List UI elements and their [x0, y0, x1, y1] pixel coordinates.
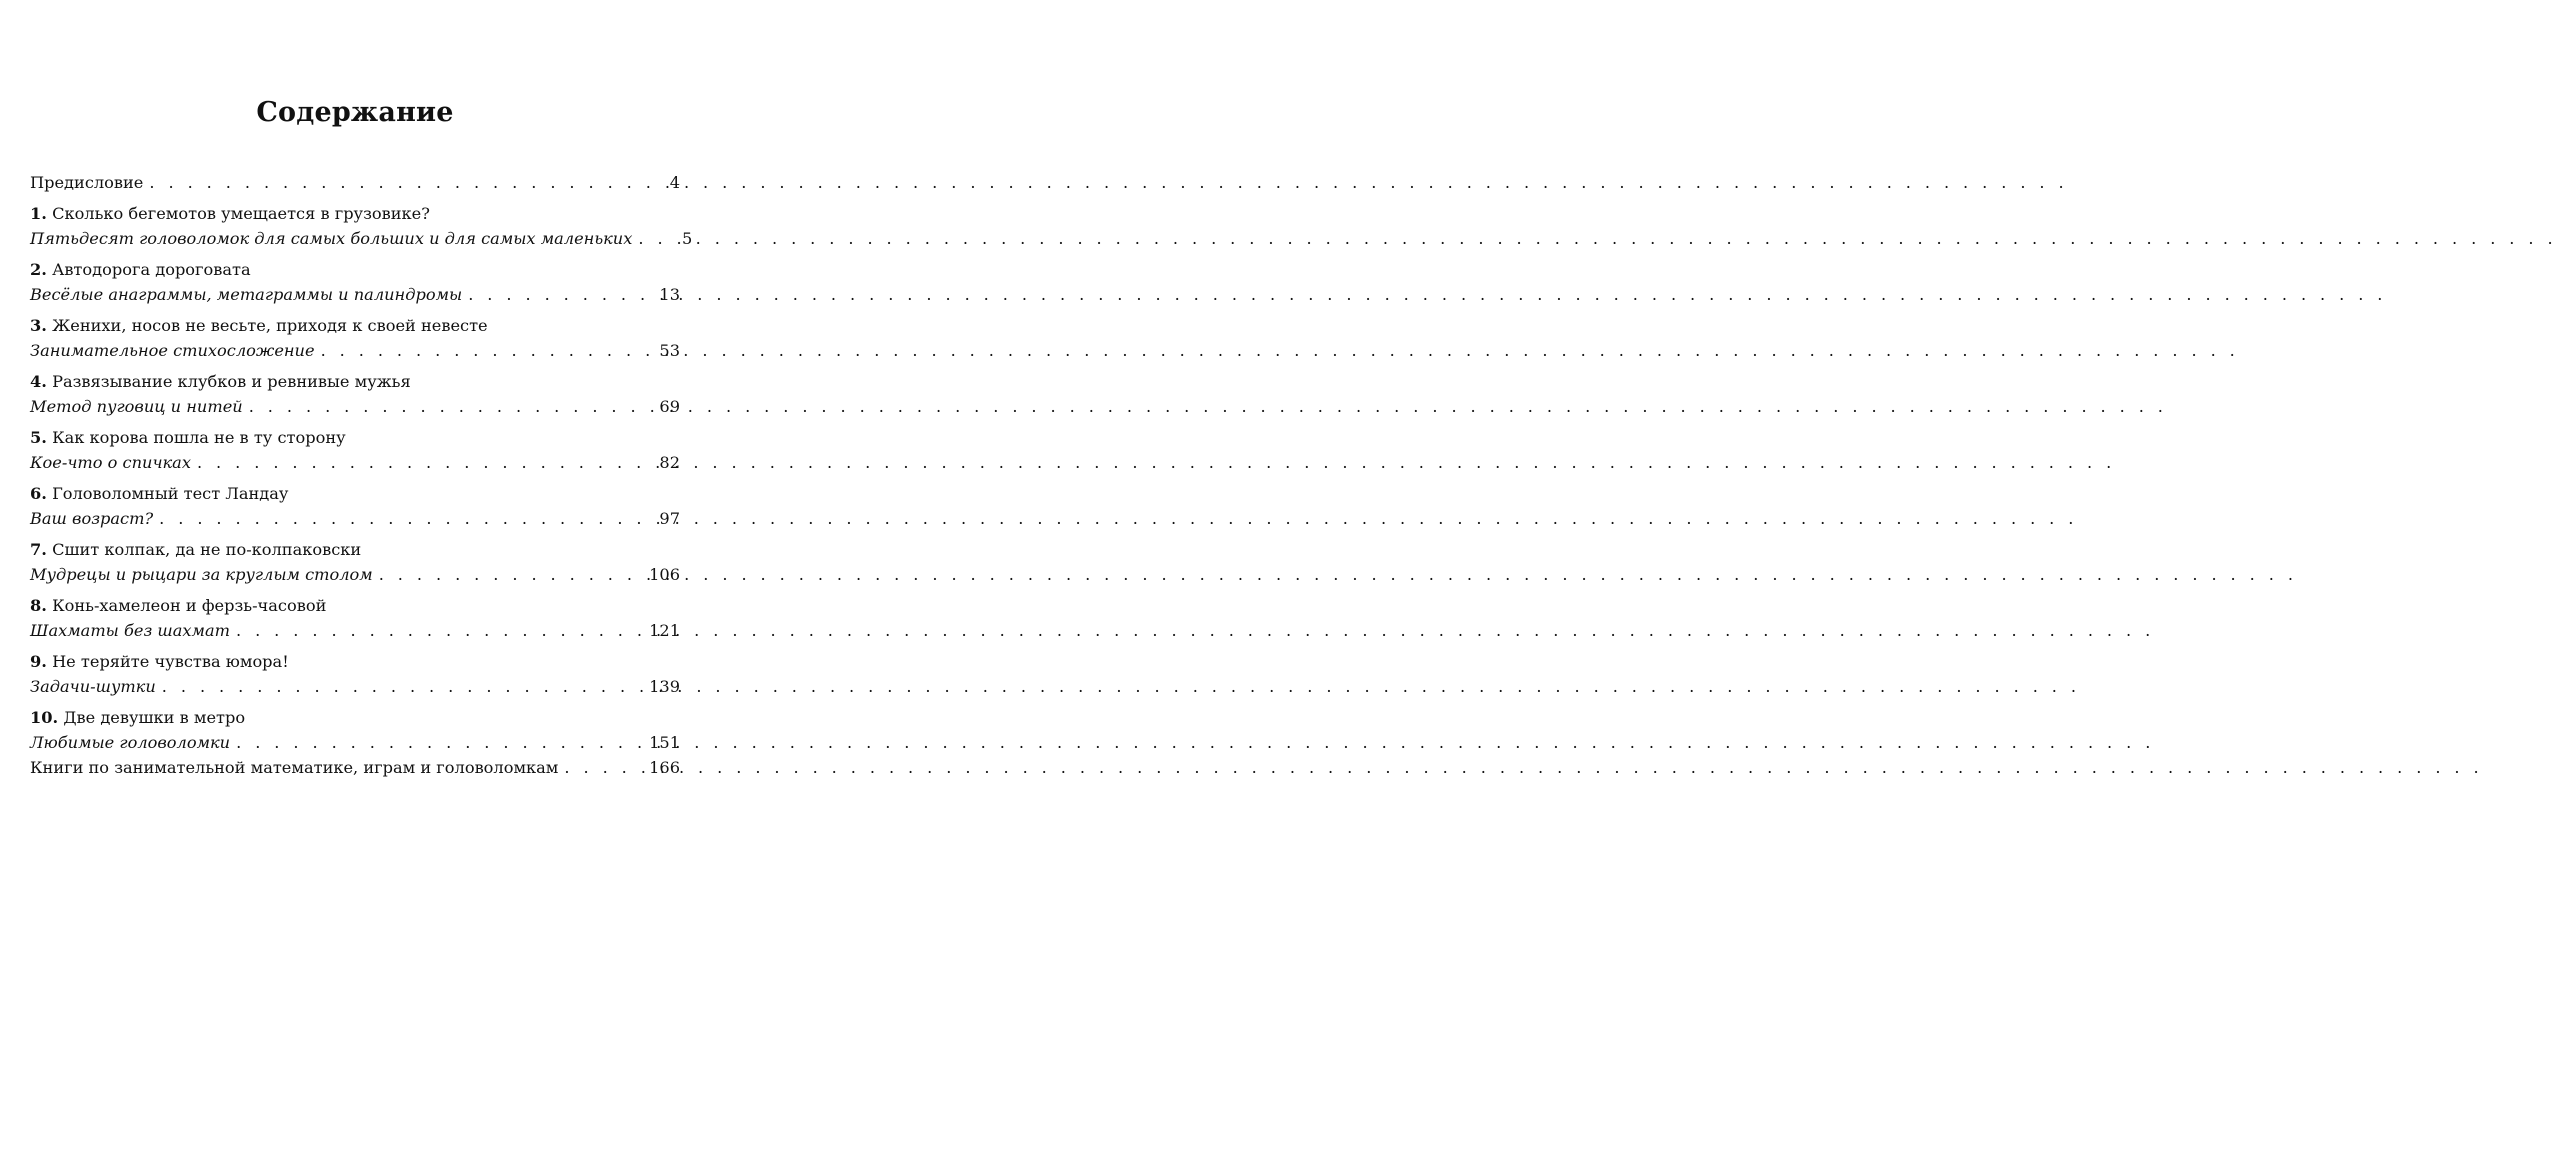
- toc-chapter-subtitle-line: [30, 282, 680, 307]
- toc-page-number: 106: [649, 565, 680, 584]
- toc-page-number: 4: [669, 173, 680, 192]
- chapter-title: Автодорога дороговата: [52, 260, 251, 279]
- toc-page-number: 53: [659, 341, 680, 360]
- toc-chapter: [30, 313, 680, 363]
- toc-chapter-title-line: [30, 257, 680, 282]
- toc-chapter: [30, 537, 680, 587]
- toc-entry-bibliography: [30, 755, 680, 780]
- chapter-subtitle: Шахматы без шахмат: [30, 621, 230, 640]
- dot-leader: [468, 282, 638, 307]
- toc-chapter-subtitle-line: [30, 506, 680, 531]
- dot-leader: [249, 394, 638, 419]
- toc-chapter-title-line: [30, 537, 680, 562]
- chapter-subtitle: Задачи-шутки: [30, 677, 156, 696]
- toc-chapter: [30, 481, 680, 531]
- chapter-title: Головоломный тест Ландау: [52, 484, 289, 503]
- toc-page-number: 166: [649, 758, 680, 777]
- toc-chapter-title-line: [30, 369, 680, 394]
- toc-page-number: 97: [659, 509, 680, 528]
- toc-chapter: [30, 257, 680, 307]
- toc-page-number: 121: [649, 621, 680, 640]
- toc-chapter: [30, 201, 693, 251]
- chapter-subtitle: Кое-что о спичках: [30, 453, 191, 472]
- toc-chapter-title-line: [30, 593, 680, 618]
- chapter-title: Конь-хамелеон и ферзь-часовой: [52, 596, 327, 615]
- dot-leader: [159, 506, 638, 531]
- toc-chapter-subtitle-line: [30, 226, 693, 251]
- chapter-number: 10.: [30, 708, 59, 727]
- toc-chapter-title-line: [30, 201, 680, 226]
- toc-chapter-title-line: [30, 705, 680, 730]
- chapter-subtitle: Мудрецы и рыцари за круглым столом: [30, 565, 373, 584]
- toc-chapter: [30, 369, 680, 419]
- chapter-subtitle: Занимательное стихосложение: [30, 341, 315, 360]
- document-page: [0, 0, 727, 1152]
- dot-leader: [162, 674, 638, 699]
- toc-chapter-subtitle-line: [30, 450, 680, 475]
- toc-chapter: [30, 649, 680, 699]
- dot-leader: [197, 450, 638, 475]
- chapter-subtitle: Пятьдесят головоломок для самых больших и для самых маленьких: [30, 229, 633, 248]
- chapter-number: 9.: [30, 652, 47, 671]
- chapter-subtitle: Ваш возраст?: [30, 509, 154, 528]
- toc-chapter-title-line: [30, 313, 680, 338]
- chapter-number: 4.: [30, 372, 47, 391]
- toc-page-number: 69: [659, 397, 680, 416]
- toc-chapter: [30, 705, 680, 755]
- toc-page-number: 5: [682, 229, 693, 248]
- toc-chapter-subtitle-line: [30, 730, 680, 755]
- chapter-title: Не теряйте чувства юмора!: [52, 652, 289, 671]
- dot-leader: [638, 226, 650, 251]
- toc-page-number: 13: [659, 285, 680, 304]
- chapter-number: 5.: [30, 428, 47, 447]
- dot-leader: [379, 562, 638, 587]
- chapter-number: 3.: [30, 316, 47, 335]
- dot-leader: [321, 338, 638, 363]
- dot-leader: [564, 755, 638, 780]
- toc-chapter-title-line: [30, 649, 680, 674]
- toc-entry-label: Предисловие: [30, 173, 144, 192]
- chapter-title: Развязывание клубков и ревнивые мужья: [52, 372, 411, 391]
- toc-chapter: [30, 593, 680, 643]
- chapter-title: Сколько бегемотов умещается в грузовике?: [52, 204, 430, 223]
- toc-page-number: 82: [659, 453, 680, 472]
- chapter-number: 6.: [30, 484, 47, 503]
- toc-chapter-subtitle-line: [30, 674, 680, 699]
- toc-chapter-subtitle-line: [30, 394, 680, 419]
- chapter-title: Сшит колпак, да не по-колпаковски: [52, 540, 362, 559]
- chapter-title: Как корова пошла не в ту сторону: [52, 428, 346, 447]
- table-of-contents: [30, 170, 693, 780]
- dot-leader: [236, 618, 638, 643]
- toc-page-number: 151: [649, 733, 680, 752]
- dot-leader: [149, 170, 638, 195]
- chapter-number: 7.: [30, 540, 47, 559]
- toc-chapter: [30, 425, 680, 475]
- dot-leader: [236, 730, 638, 755]
- chapter-title: Две девушки в метро: [63, 708, 246, 727]
- chapter-number: 8.: [30, 596, 47, 615]
- toc-entry-label: Книги по занимательной математике, играм и головоломкам: [30, 758, 559, 777]
- chapter-number: 2.: [30, 260, 47, 279]
- chapter-subtitle: Любимые головоломки: [30, 733, 231, 752]
- chapter-subtitle: Метод пуговиц и нитей: [30, 397, 243, 416]
- toc-chapter-subtitle-line: [30, 618, 680, 643]
- chapter-number: 1.: [30, 204, 47, 223]
- toc-chapter-subtitle-line: [30, 562, 680, 587]
- toc-page-number: 139: [649, 677, 680, 696]
- toc-chapter-title-line: [30, 481, 680, 506]
- toc-chapter-title-line: [30, 425, 680, 450]
- chapter-subtitle: Весёлые анаграммы, метаграммы и палиндромы: [30, 285, 463, 304]
- toc-chapter-subtitle-line: [30, 338, 680, 363]
- chapter-title: Женихи, носов не весьте, приходя к своей невесте: [52, 316, 488, 335]
- toc-entry-preface: [30, 170, 680, 195]
- page-title: Содержание: [256, 97, 454, 128]
